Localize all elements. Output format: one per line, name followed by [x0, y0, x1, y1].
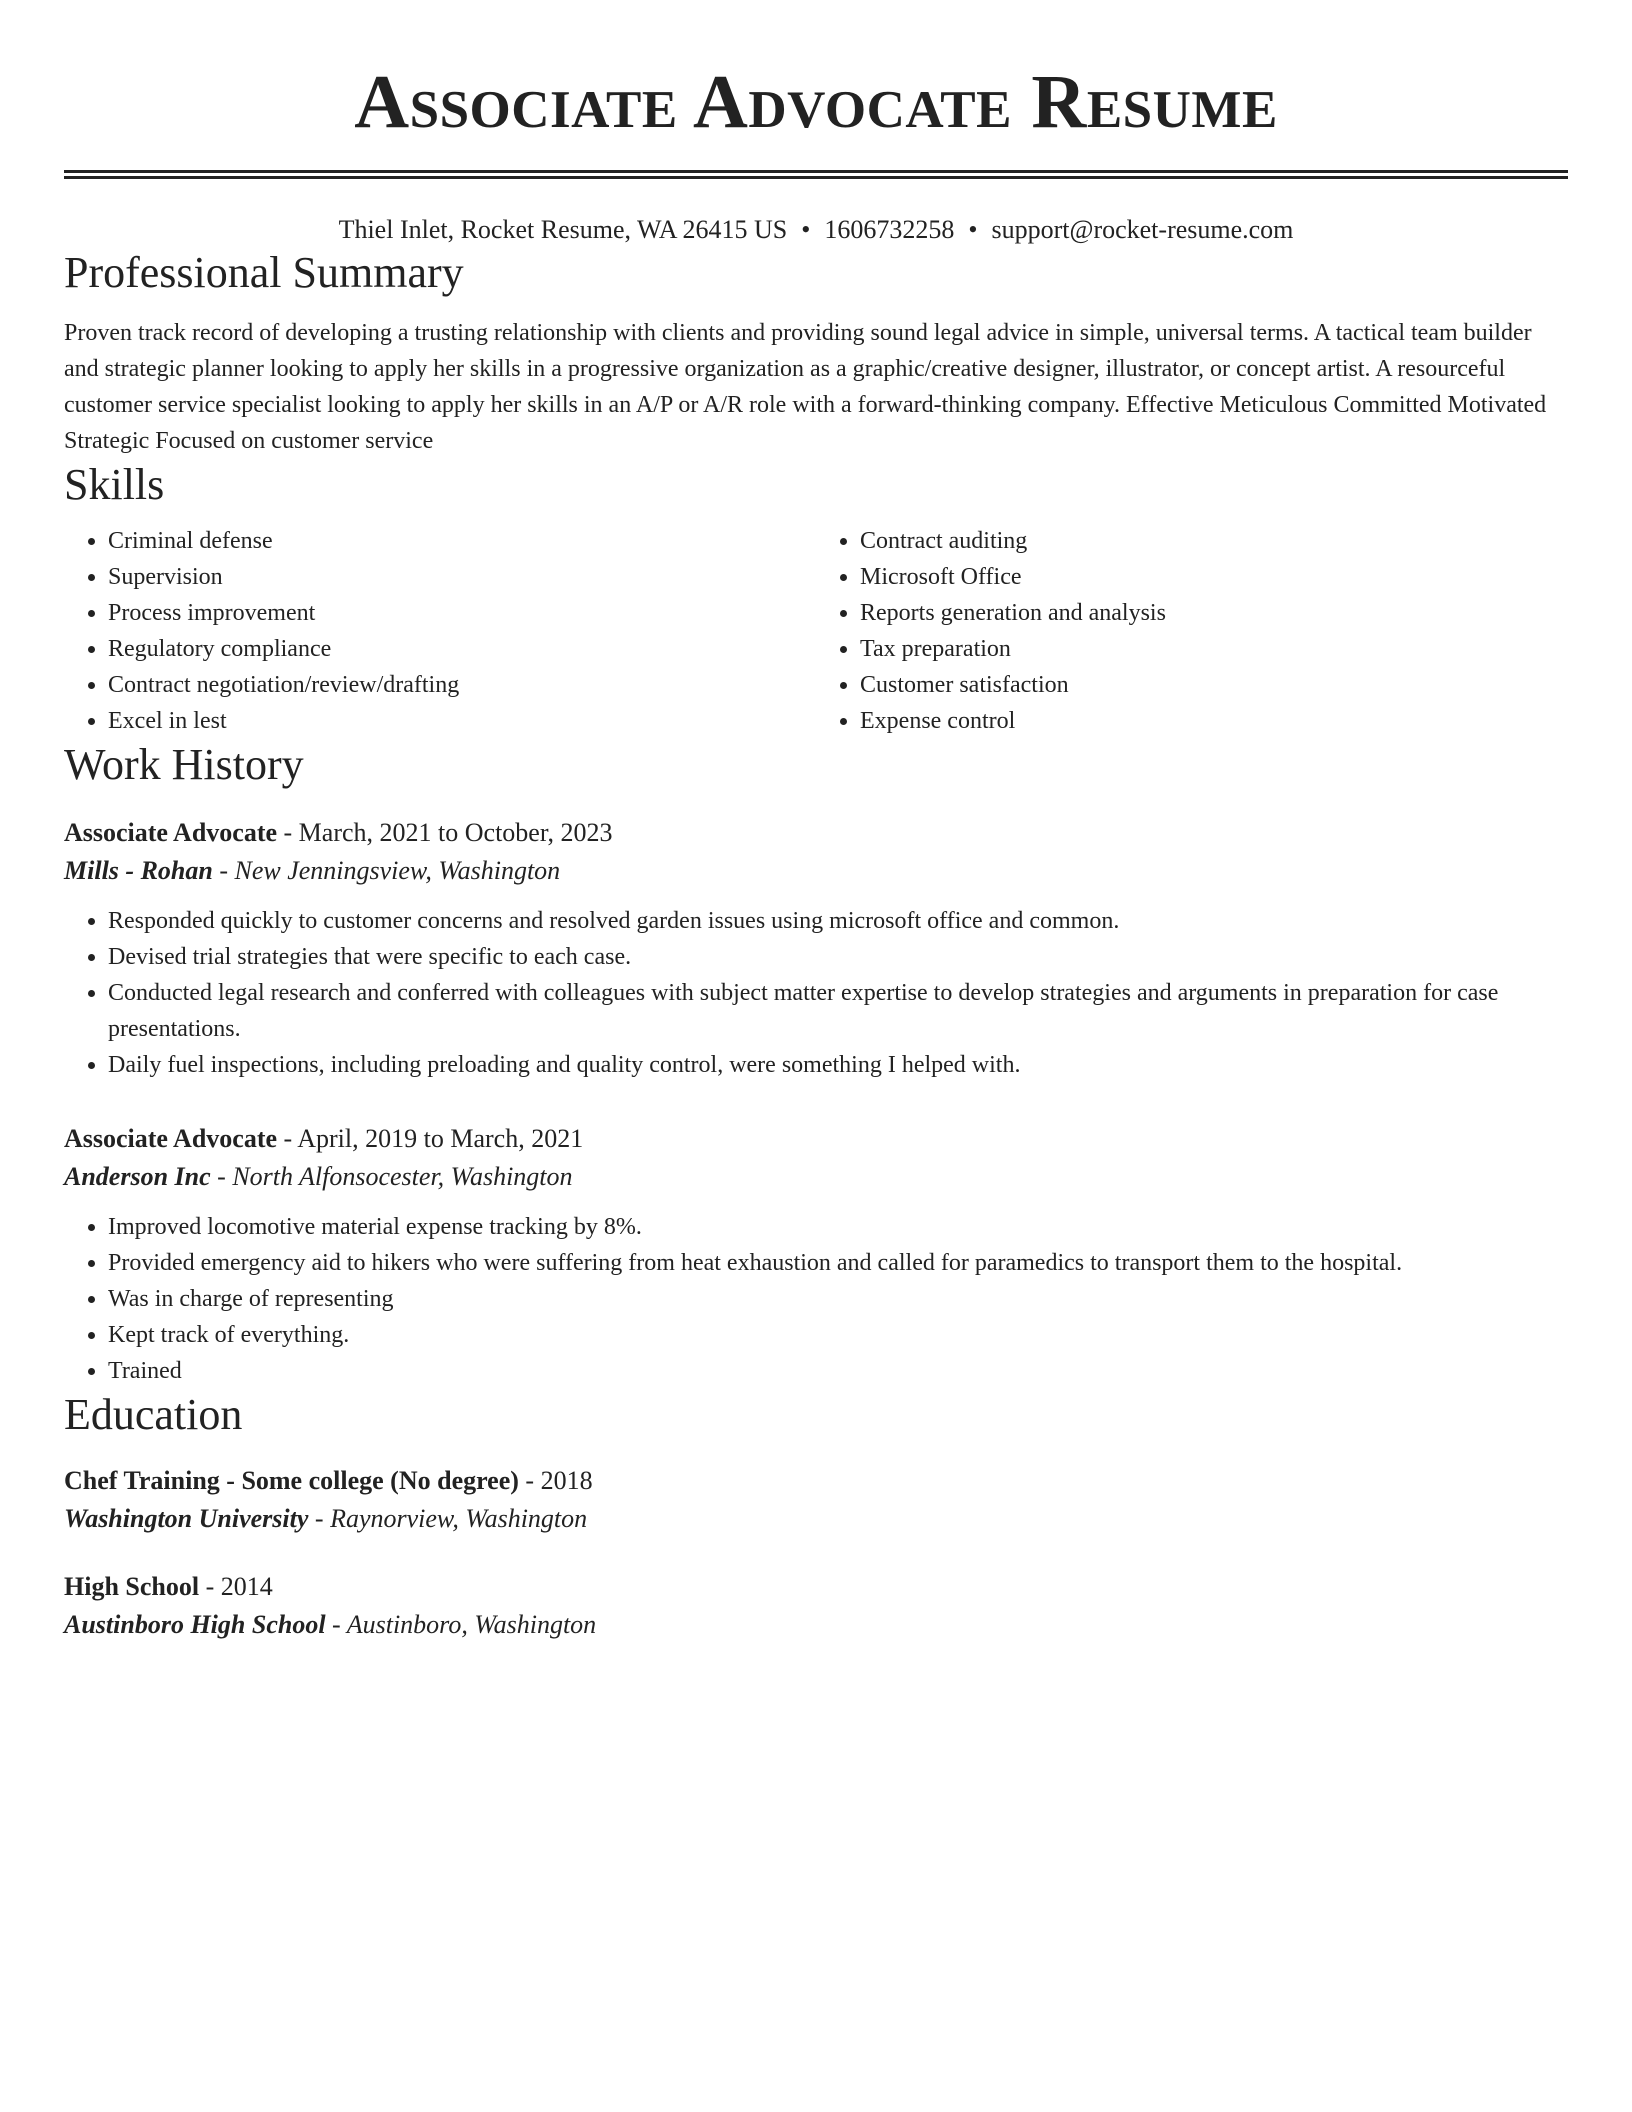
- summary-text: Proven track record of developing a trusting relationship with clients and providing sound legal advice in simple, universal terms. A tactical team builder and strategic planner looking to apply her skills in a progressive organization as a graphic/creative designer, illustrator, or concept artist. A resourceful customer service specialist looking to apply her skills in an A/P or A/R role with a forward-thinking company. Effective Meticulous Committed Motivated Strategic Focused on customer service: [64, 320, 1547, 454]
- skill-item: • Supervision: [108, 559, 816, 595]
- graduation-year: - 2018: [518, 1466, 593, 1495]
- job-employer: [64, 851, 1568, 891]
- school-name: Austinboro High School: [64, 1610, 326, 1639]
- education-header: [64, 1463, 1568, 1499]
- school-name: Washington University: [64, 1504, 309, 1533]
- job-dates: - March, 2021 to October, 2023: [277, 818, 613, 847]
- education-header: [64, 1569, 1568, 1605]
- contact-phone: 1606732258: [824, 215, 955, 244]
- school-location: - Austinboro, Washington: [325, 1610, 597, 1639]
- duty-item: • Trained: [108, 1353, 1568, 1389]
- contact-address: Thiel Inlet, Rocket Resume, WA 26415 US: [338, 215, 788, 244]
- education-section: [64, 1389, 1568, 1645]
- contact-separator: •: [801, 215, 811, 244]
- duty-item: • Provided emergency aid to hikers who were suffering from heat exhaustion and called for paramedics to transport them to the hospital.: [108, 1245, 1568, 1281]
- graduation-year: - 2014: [199, 1572, 273, 1601]
- company-location: - New Jenningsview, Washington: [212, 856, 561, 885]
- skill-item: • Tax preparation: [860, 631, 1568, 667]
- school-location: - Raynorview, Washington: [308, 1504, 588, 1533]
- job-entry: [64, 815, 1568, 1083]
- education-heading: Education: [64, 1390, 243, 1439]
- job-employer: [64, 1157, 1568, 1197]
- duty-item: • Devised trial strategies that were specific to each case.: [108, 939, 1568, 975]
- duty-item: • Improved locomotive material expense tracking by 8%.: [108, 1209, 1568, 1245]
- work-history-heading: Work History: [64, 740, 304, 789]
- company-location: - North Alfonsocester, Washington: [210, 1162, 573, 1191]
- duty-item: • Conducted legal research and conferred with colleagues with subject matter expertise to develop strategies and arguments in preparation for case presentations.: [108, 975, 1568, 1047]
- degree-name: Chef Training - Some college (No degree): [64, 1466, 519, 1495]
- job-title: Associate Advocate: [64, 818, 278, 847]
- duty-item: • Daily fuel inspections, including preloading and quality control, were something I helped with.: [108, 1047, 1568, 1083]
- skills-section: [64, 459, 1568, 739]
- title-divider: [64, 170, 1568, 179]
- skill-item: • Excel in lest: [108, 703, 816, 739]
- skills-list-left: [64, 523, 816, 739]
- skill-item: • Process improvement: [108, 595, 816, 631]
- company-name: Mills - Rohan: [64, 856, 213, 885]
- job-duties: [64, 903, 1568, 1083]
- skill-item: • Reports generation and analysis: [860, 595, 1568, 631]
- job-dates: - April, 2019 to March, 2021: [277, 1124, 584, 1153]
- skills-grid: [64, 523, 1568, 739]
- duty-item: • Was in charge of representing: [108, 1281, 1568, 1317]
- job-entry: [64, 1121, 1568, 1389]
- skill-item: • Contract auditing: [860, 523, 1568, 559]
- education-entry: [64, 1463, 1568, 1539]
- skill-item: • Customer satisfaction: [860, 667, 1568, 703]
- job-header: [64, 815, 1568, 851]
- job-duties: [64, 1209, 1568, 1389]
- summary-section: [64, 247, 1568, 459]
- job-header: [64, 1121, 1568, 1157]
- work-history-section: [64, 739, 1568, 1389]
- degree-name: High School: [64, 1572, 200, 1601]
- school-line: [64, 1499, 1568, 1539]
- skills-heading: Skills: [64, 460, 165, 509]
- job-title: Associate Advocate: [64, 1124, 278, 1153]
- resume-title: Associate Advocate Resume: [354, 60, 1278, 144]
- skill-item: • Criminal defense: [108, 523, 816, 559]
- duty-item: • Responded quickly to customer concerns and resolved garden issues using microsoft office and common.: [108, 903, 1568, 939]
- skill-item: • Expense control: [860, 703, 1568, 739]
- school-line: [64, 1605, 1568, 1645]
- contact-separator: •: [968, 215, 978, 244]
- contact-email: support@rocket-resume.com: [991, 215, 1294, 244]
- duty-item: • Kept track of everything.: [108, 1317, 1568, 1353]
- skills-list-right: [816, 523, 1568, 739]
- contact-line: [64, 213, 1568, 247]
- skill-item: • Regulatory compliance: [108, 631, 816, 667]
- company-name: Anderson Inc: [64, 1162, 211, 1191]
- summary-heading: Professional Summary: [64, 248, 464, 297]
- skill-item: • Contract negotiation/review/drafting: [108, 667, 816, 703]
- education-entry: [64, 1569, 1568, 1645]
- skill-item: • Microsoft Office: [860, 559, 1568, 595]
